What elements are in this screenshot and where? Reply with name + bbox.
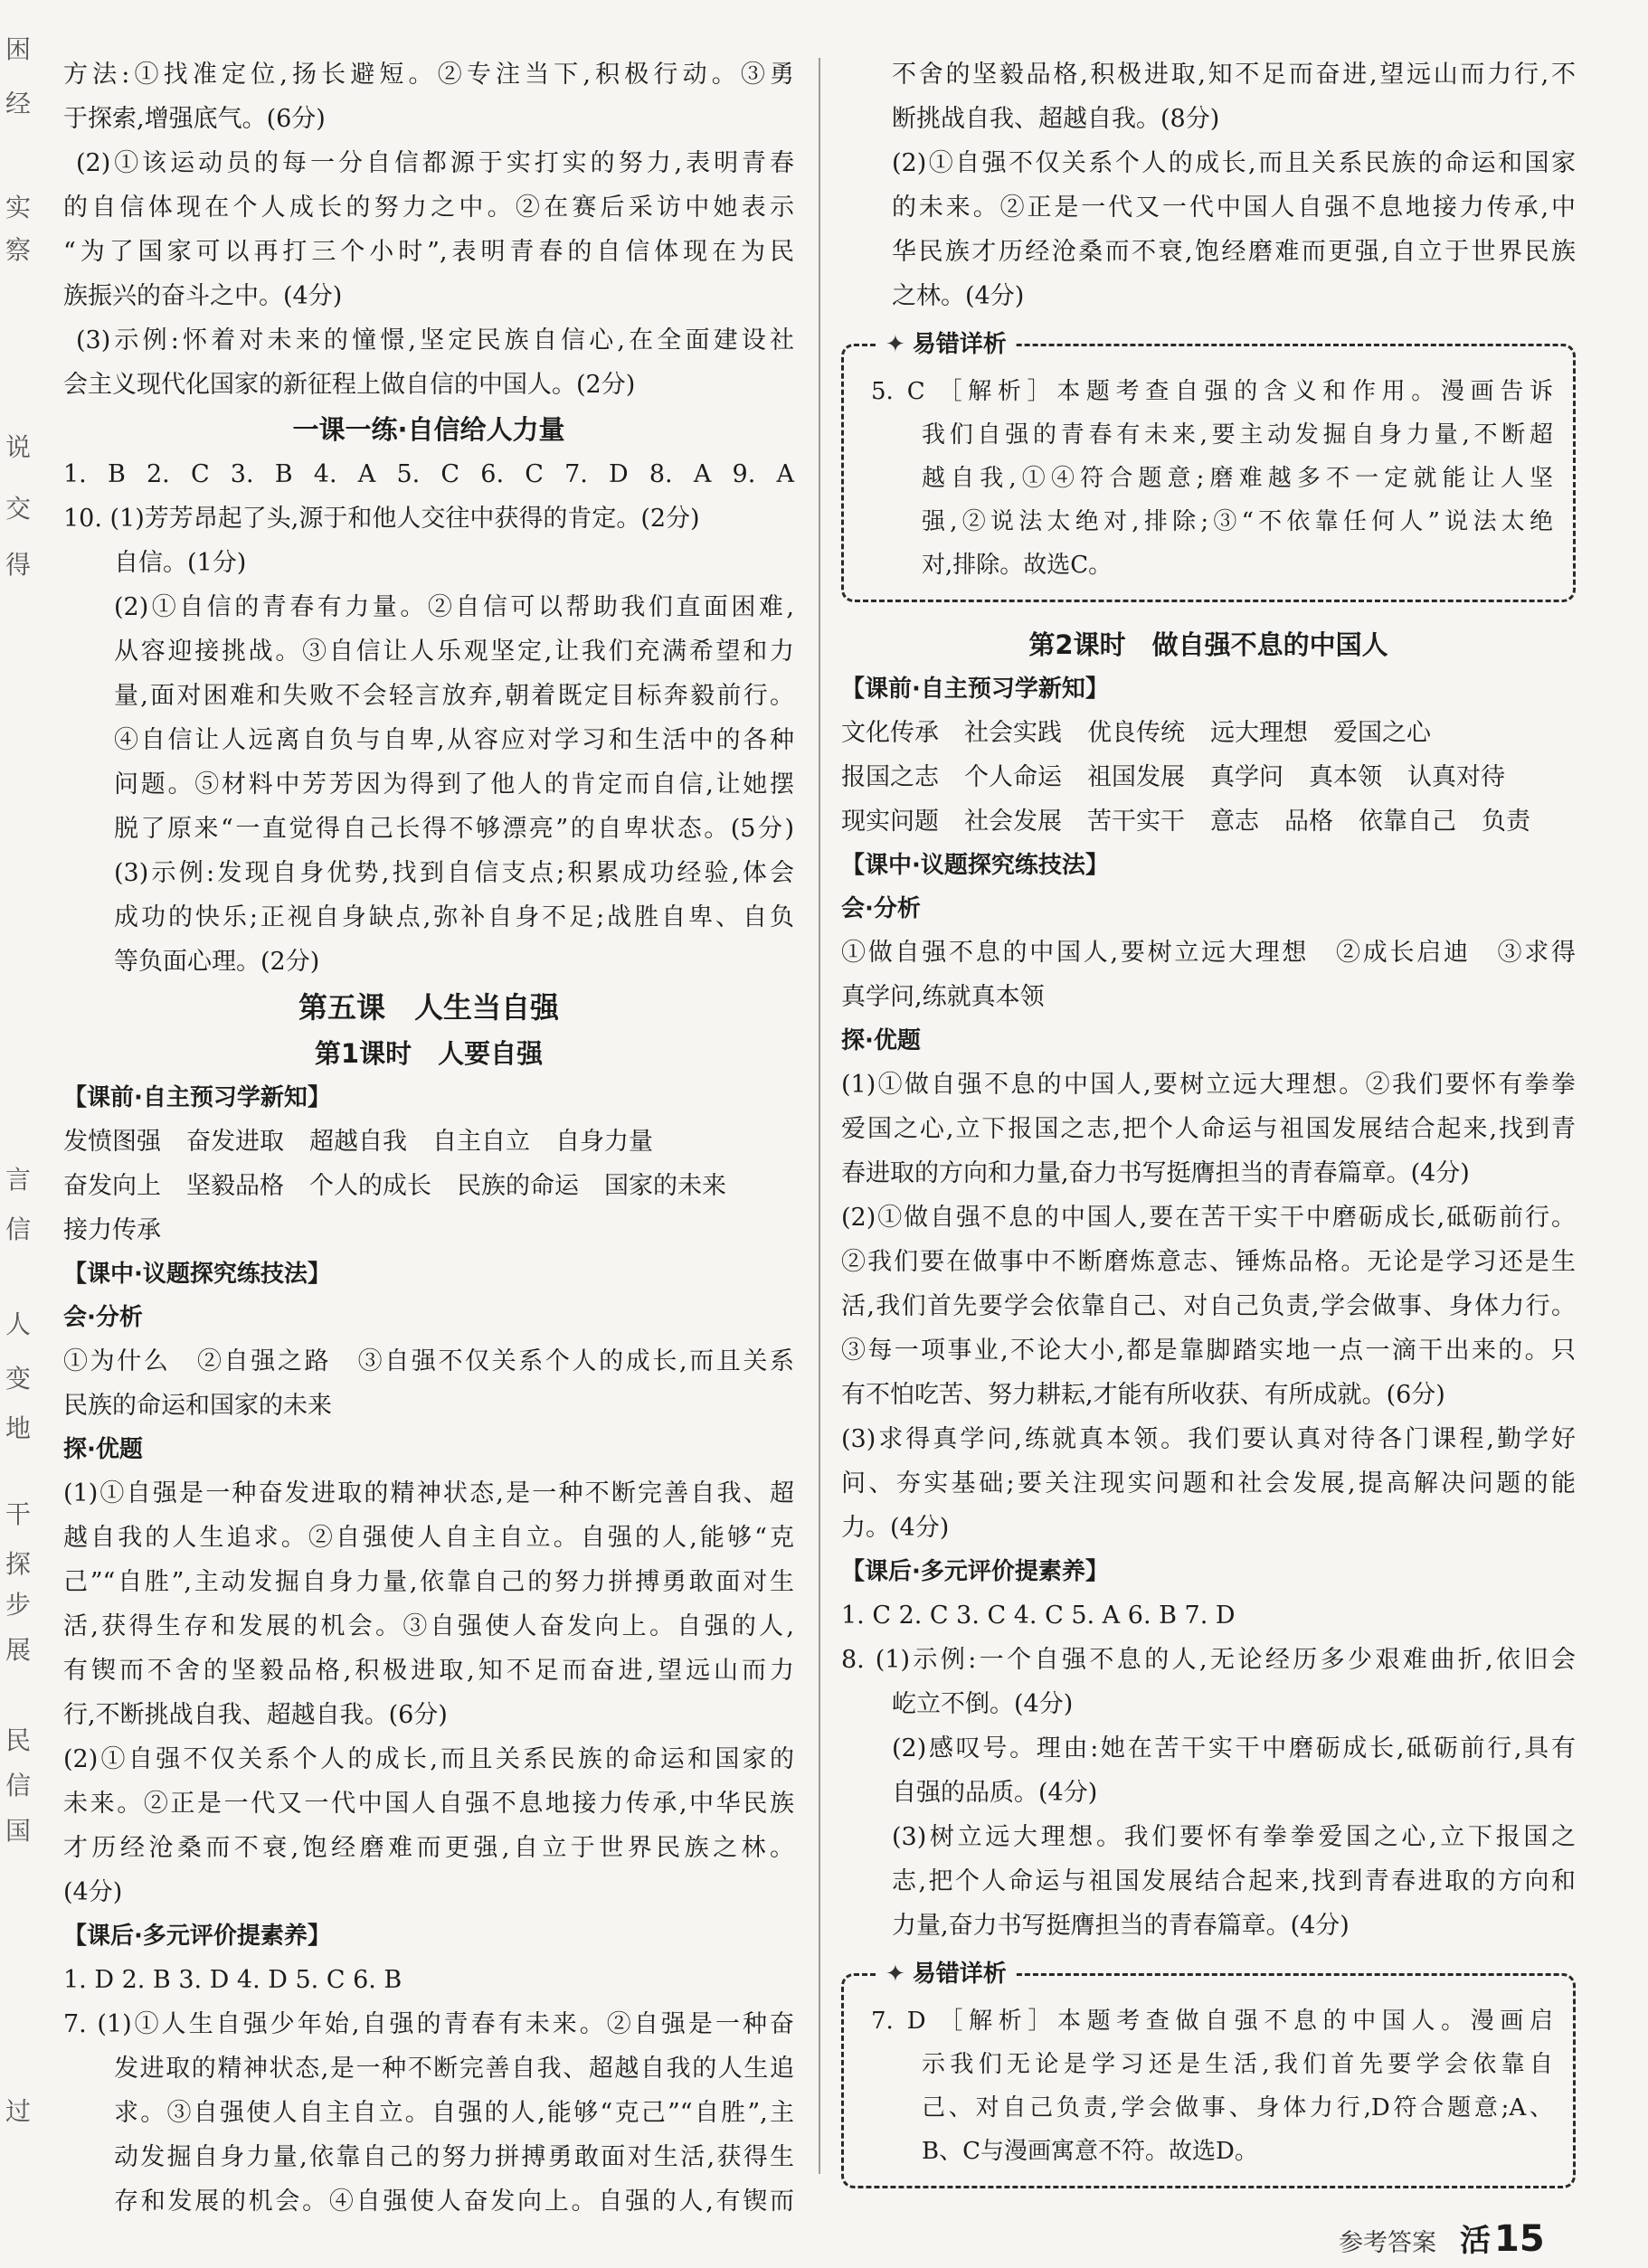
sparkle-icon: ✦ bbox=[886, 1961, 905, 1988]
keyword: 真本领 bbox=[1309, 763, 1382, 791]
text-line: (4分) bbox=[63, 1878, 123, 1906]
box-text-line: 5. C ［解析］本题考查自强的含义和作用。漫画告诉 bbox=[871, 378, 1553, 405]
text-line: 方法:①找准定位,扬长避短。②专注当下,积极行动。③勇 bbox=[63, 61, 794, 89]
text-line: 会主义现代化国家的新征程上做自信的中国人。(2分) bbox=[63, 371, 636, 399]
box-label-text: 易错详析 bbox=[912, 1961, 1007, 1988]
text-line: (2)感叹号。理由:她在苦干实干中磨砺成长,砥砺前行,具有 bbox=[892, 1734, 1576, 1762]
margin-char: 民 bbox=[5, 1727, 31, 1754]
box-text-line: 强,②说法太绝对,排除;③“不依靠任何人”说法太绝 bbox=[922, 508, 1553, 535]
text-line: (1)①自强是一种奋发进取的精神状态,是一种不断完善自我、超 bbox=[63, 1479, 794, 1507]
error-analysis-box bbox=[841, 331, 1576, 602]
text-line: 族振兴的奋斗之中。(4分) bbox=[63, 282, 343, 310]
section-heading: 一课一练·自信给人力量 bbox=[292, 414, 565, 445]
keyword-row bbox=[841, 755, 1576, 799]
text-line: 有锲而不舍的坚毅品格,积极进取,知不足而奋进,望远山而力 bbox=[63, 1657, 794, 1685]
text-line: 华民族才历经沧桑而不衰,饱经磨难而更强,自立于世界民族 bbox=[892, 238, 1576, 266]
text-line: ①做自强不息的中国人,要树立远大理想 ②成长启迪 ③求得 bbox=[841, 939, 1576, 967]
margin-char: 困 bbox=[5, 36, 31, 63]
margin-char: 说 bbox=[5, 434, 31, 461]
error-analysis-box bbox=[841, 1961, 1576, 2188]
text-line: “为了国家可以再打三个小时”,表明青春的自信体现在为民 bbox=[63, 238, 794, 266]
margin-char: 交 bbox=[5, 496, 31, 523]
text-line: 存和发展的机会。④自强使人奋发向上。自强的人,有锲而 bbox=[114, 2188, 794, 2216]
text-line: 爱国之心,立下报国之志,把个人命运与祖国发展结合起来,找到青 bbox=[841, 1115, 1576, 1143]
keyword: 个人命运 bbox=[964, 763, 1062, 791]
text-line: 脱了原来“一直觉得自己长得不够漂亮”的自卑状态。(5分) bbox=[114, 815, 794, 843]
box-text-line: 我们自强的青春有未来,要主动发掘自身力量,不断超 bbox=[922, 421, 1553, 449]
text-line: 动发掘自身力量,依靠自己的努力拼搏勇敢面对生活,获得生 bbox=[114, 2143, 794, 2171]
keyword: 认真对待 bbox=[1407, 763, 1505, 791]
text-line: 1. C 2. C 3. C 4. C 5. A 6. B 7. D bbox=[841, 1602, 1236, 1630]
margin-char: 国 bbox=[5, 1818, 31, 1845]
subsection-label: 【课中·议题探究练技法】 bbox=[63, 1261, 331, 1288]
margin-char: 得 bbox=[5, 552, 31, 579]
text-line: 未来。②正是一代又一代中国人自强不息地接力传承,中华民族 bbox=[63, 1790, 794, 1818]
text-line: (2)①自强不仅关系个人的成长,而且关系民族的命运和国家 bbox=[892, 149, 1576, 177]
subsection-label: 【课前·自主预习学新知】 bbox=[63, 1084, 331, 1111]
text-line: 7. (1)①人生自强少年始,自强的青春有未来。②自强是一种奋 bbox=[63, 2010, 794, 2038]
text-line: 断挑战自我、超越自我。(8分) bbox=[892, 105, 1220, 133]
keyword-row bbox=[63, 1208, 794, 1252]
keyword: 自主自立 bbox=[432, 1128, 530, 1156]
keyword: 自身力量 bbox=[555, 1128, 653, 1156]
keyword-row bbox=[841, 711, 1576, 755]
text-line: 问题。⑤材料中芳芳因为得到了他人的肯定而自信,让她摆 bbox=[114, 770, 794, 799]
text-line: 有不怕吃苦、努力耕耘,才能有所收获、有所成就。(6分) bbox=[841, 1381, 1445, 1409]
keyword: 报国之志 bbox=[841, 763, 939, 791]
text-line: 量,面对困难和失败不会轻言放弃,朝着既定目标奔毅前行。 bbox=[114, 682, 794, 710]
subsection-label: 【课后·多元评价提素养】 bbox=[841, 1558, 1109, 1585]
box-text-line: B、C与漫画寓意不符。故选D。 bbox=[922, 2138, 1258, 2165]
keyword: 国家的未来 bbox=[604, 1172, 726, 1200]
text-line: 等负面心理。(2分) bbox=[114, 948, 320, 976]
box-text-line: 越自我,①④符合题意;磨难越多不一定就能让人坚 bbox=[922, 465, 1553, 492]
margin-char: 信 bbox=[5, 1772, 31, 1800]
page-number: 15 bbox=[1494, 2218, 1545, 2260]
text-line: 活,我们首先要学会依靠自己、对自己负责,学会做事、身体力行。 bbox=[841, 1292, 1576, 1320]
box-text-line: 己、对自己负责,学会做事、身体力行,D符合题意;A、 bbox=[922, 2094, 1553, 2122]
text-line: 才历经沧桑而不衰,饱经磨难而更强,自立于世界民族之林。 bbox=[63, 1834, 794, 1862]
section-heading: 第1课时 人要自强 bbox=[314, 1038, 544, 1069]
left-column bbox=[63, 52, 794, 2224]
text-line: 真学问,练就真本领 bbox=[841, 983, 1045, 1011]
text-line: (2)①做自强不息的中国人,要在苦干实干中磨砺成长,砥砺前行。 bbox=[841, 1204, 1576, 1232]
keyword: 真学问 bbox=[1210, 763, 1283, 791]
sparkle-icon: ✦ bbox=[886, 331, 905, 358]
left-margin-cut-text bbox=[0, 0, 42, 2268]
text-line: 问、夯实基础;要关注现实问题和社会发展,提高解决问题的能 bbox=[841, 1469, 1576, 1498]
text-line: (1)①做自强不息的中国人,要树立远大理想。②我们要怀有拳拳 bbox=[841, 1071, 1576, 1099]
text-line: 志,把个人命运与祖国发展结合起来,找到青春进取的方向和 bbox=[892, 1867, 1576, 1895]
right-column bbox=[841, 52, 1576, 2208]
subsection-label: 【课中·议题探究练技法】 bbox=[841, 852, 1109, 879]
subsection-label: 【课前·自主预习学新知】 bbox=[841, 676, 1109, 703]
keyword: 个人的成长 bbox=[309, 1172, 431, 1200]
text-line: 春进取的方向和力量,奋力书写挺膺担当的青春篇章。(4分) bbox=[841, 1159, 1470, 1187]
text-line: 于探索,增强底气。(6分) bbox=[63, 105, 326, 133]
text-line: 活,获得生存和发展的机会。③自强使人奋发向上。自强的人, bbox=[63, 1612, 794, 1640]
keyword: 社会实践 bbox=[964, 719, 1062, 747]
text-line: 8. (1)示例:一个自强不息的人,无论经历多少艰难曲折,依旧会 bbox=[841, 1646, 1576, 1674]
keyword: 负责 bbox=[1482, 808, 1530, 836]
keyword-row bbox=[841, 799, 1576, 844]
subsection-label: 探·优题 bbox=[841, 1027, 921, 1054]
keyword: 社会发展 bbox=[964, 808, 1062, 836]
text-line: 1. D 2. B 3. D 4. D 5. C 6. B bbox=[63, 1966, 403, 1994]
keyword: 依靠自己 bbox=[1359, 808, 1456, 836]
text-line: 的自信体现在个人成长的努力之中。②在赛后采访中她表示 bbox=[63, 194, 794, 222]
box-label-text: 易错详析 bbox=[912, 331, 1007, 358]
keyword: 坚毅品格 bbox=[186, 1172, 284, 1200]
text-line: (3)求得真学问,练就真本领。我们要认真对待各门课程,勤学好 bbox=[841, 1425, 1576, 1453]
keyword: 超越自我 bbox=[309, 1128, 407, 1156]
page-footer bbox=[1339, 2216, 1545, 2260]
keyword: 奋发进取 bbox=[186, 1128, 284, 1156]
text-line: ①为什么 ②自强之路 ③自强不仅关系个人的成长,而且关系 bbox=[63, 1347, 794, 1375]
margin-char: 经 bbox=[5, 90, 31, 118]
margin-char: 干 bbox=[5, 1501, 31, 1528]
keyword: 品格 bbox=[1284, 808, 1333, 836]
keyword: 苦干实干 bbox=[1087, 808, 1185, 836]
text-line: 民族的命运和国家的未来 bbox=[63, 1392, 332, 1420]
text-line: 自强的品质。(4分) bbox=[892, 1779, 1098, 1807]
subsection-label: 探·优题 bbox=[63, 1436, 143, 1463]
text-line: (2)①自信的青春有力量。②自信可以帮助我们直面困难, bbox=[114, 593, 794, 621]
text-line: 越自我的人生追求。②自强使人自主自立。自强的人,能够“克 bbox=[63, 1524, 794, 1552]
section-heading: 第2课时 做自强不息的中国人 bbox=[1028, 629, 1388, 660]
text-line: 成功的快乐;正视自身缺点,弥补自身不足;战胜自卑、自负 bbox=[114, 903, 794, 931]
keyword: 远大理想 bbox=[1210, 719, 1308, 747]
keyword: 奋发向上 bbox=[63, 1172, 161, 1200]
box-label bbox=[876, 328, 1016, 361]
text-line: ②我们要在做事中不断磨炼意志、锤炼品格。无论是学习还是生 bbox=[841, 1248, 1576, 1276]
text-line: 力。(4分) bbox=[841, 1514, 950, 1542]
text-line: 屹立不倒。(4分) bbox=[892, 1690, 1074, 1718]
margin-char: 人 bbox=[5, 1311, 31, 1338]
text-line: 行,不断挑战自我、超越自我。(6分) bbox=[63, 1701, 448, 1729]
subsection-label: 会·分析 bbox=[63, 1304, 143, 1331]
text-line: 发进取的精神状态,是一种不断完善自我、超越自我的人生追 bbox=[114, 2055, 794, 2083]
keyword: 接力传承 bbox=[63, 1216, 161, 1244]
keyword: 祖国发展 bbox=[1087, 763, 1185, 791]
margin-char: 展 bbox=[5, 1637, 31, 1664]
lesson-heading: 第五课 人生当自强 bbox=[298, 990, 559, 1025]
text-line: 己”“自胜”,主动发掘自身力量,依靠自己的努力拼搏勇敢面对生 bbox=[63, 1568, 794, 1596]
box-text-line: 对,排除。故选C。 bbox=[922, 552, 1113, 579]
margin-char: 察 bbox=[5, 237, 31, 264]
subsection-label: 【课后·多元评价提素养】 bbox=[63, 1923, 331, 1950]
margin-char: 变 bbox=[5, 1366, 31, 1393]
keyword: 发愤图强 bbox=[63, 1128, 161, 1156]
text-line: 的未来。②正是一代又一代中国人自强不息地接力传承,中 bbox=[892, 194, 1576, 222]
keyword: 民族的命运 bbox=[457, 1172, 579, 1200]
text-line: 从容迎接挑战。③自信让人乐观坚定,让我们充满希望和力 bbox=[114, 638, 794, 666]
text-line: (3)示例:怀着对未来的憧憬,坚定民族自信心,在全面建设社 bbox=[76, 326, 794, 354]
box-text-line: 示我们无论是学习还是生活,我们首先要学会依靠自 bbox=[922, 2051, 1553, 2078]
keyword: 优良传统 bbox=[1087, 719, 1185, 747]
margin-char: 言 bbox=[5, 1167, 31, 1194]
text-line: (2)①自强不仅关系个人的成长,而且关系民族的命运和国家的 bbox=[63, 1745, 794, 1773]
box-label bbox=[876, 1958, 1016, 1990]
text-line: 求。③自强使人自主自立。自强的人,能够“克己”“自胜”,主 bbox=[114, 2099, 794, 2127]
column-divider bbox=[819, 58, 820, 2174]
keyword-row bbox=[63, 1164, 794, 1208]
text-line: (3)树立远大理想。我们要怀有拳拳爱国之心,立下报国之 bbox=[892, 1823, 1576, 1851]
text-line: 之林。(4分) bbox=[892, 282, 1025, 310]
text-line: ④自信让人远离自负与自卑,从容应对学习和生活中的各种 bbox=[114, 726, 794, 754]
margin-char: 信 bbox=[5, 1216, 31, 1243]
text-line: 1. B 2. C 3. B 4. A 5. C 6. C 7. D 8. A 9. A bbox=[63, 460, 794, 488]
text-line: (2)①该运动员的每一分自信都源于实打实的努力,表明青春 bbox=[76, 149, 794, 177]
margin-char: 探 bbox=[5, 1551, 31, 1578]
margin-char: 实 bbox=[5, 194, 31, 222]
text-line: 10. (1)芳芳昂起了头,源于和他人交往中获得的肯定。(2分) bbox=[63, 505, 700, 533]
text-line: 自信。(1分) bbox=[114, 549, 247, 577]
keyword: 意志 bbox=[1210, 808, 1259, 836]
text-line: ③每一项事业,不论大小,都是靠脚踏实地一点一滴干出来的。只 bbox=[841, 1337, 1576, 1365]
keyword-row bbox=[63, 1120, 794, 1164]
box-text-line: 7. D ［解析］本题考查做自强不息的中国人。漫画启 bbox=[871, 2008, 1553, 2035]
text-line: 力量,奋力书写挺膺担当的青春篇章。(4分) bbox=[892, 1912, 1350, 1940]
margin-char: 地 bbox=[5, 1415, 31, 1442]
text-line: (3)示例:发现自身优势,找到自信支点;积累成功经验,体会 bbox=[114, 859, 794, 887]
footer-brand: 活 bbox=[1460, 2223, 1491, 2259]
text-line: 不舍的坚毅品格,积极进取,知不足而奋进,望远山而力行,不 bbox=[892, 61, 1576, 89]
subsection-label: 会·分析 bbox=[841, 895, 921, 922]
keyword: 现实问题 bbox=[841, 808, 939, 836]
keyword: 爱国之心 bbox=[1333, 719, 1431, 747]
keyword: 文化传承 bbox=[841, 719, 939, 747]
margin-char: 过 bbox=[5, 2098, 31, 2125]
footer-label: 参考答案 bbox=[1339, 2229, 1436, 2257]
margin-char: 步 bbox=[5, 1592, 31, 1619]
